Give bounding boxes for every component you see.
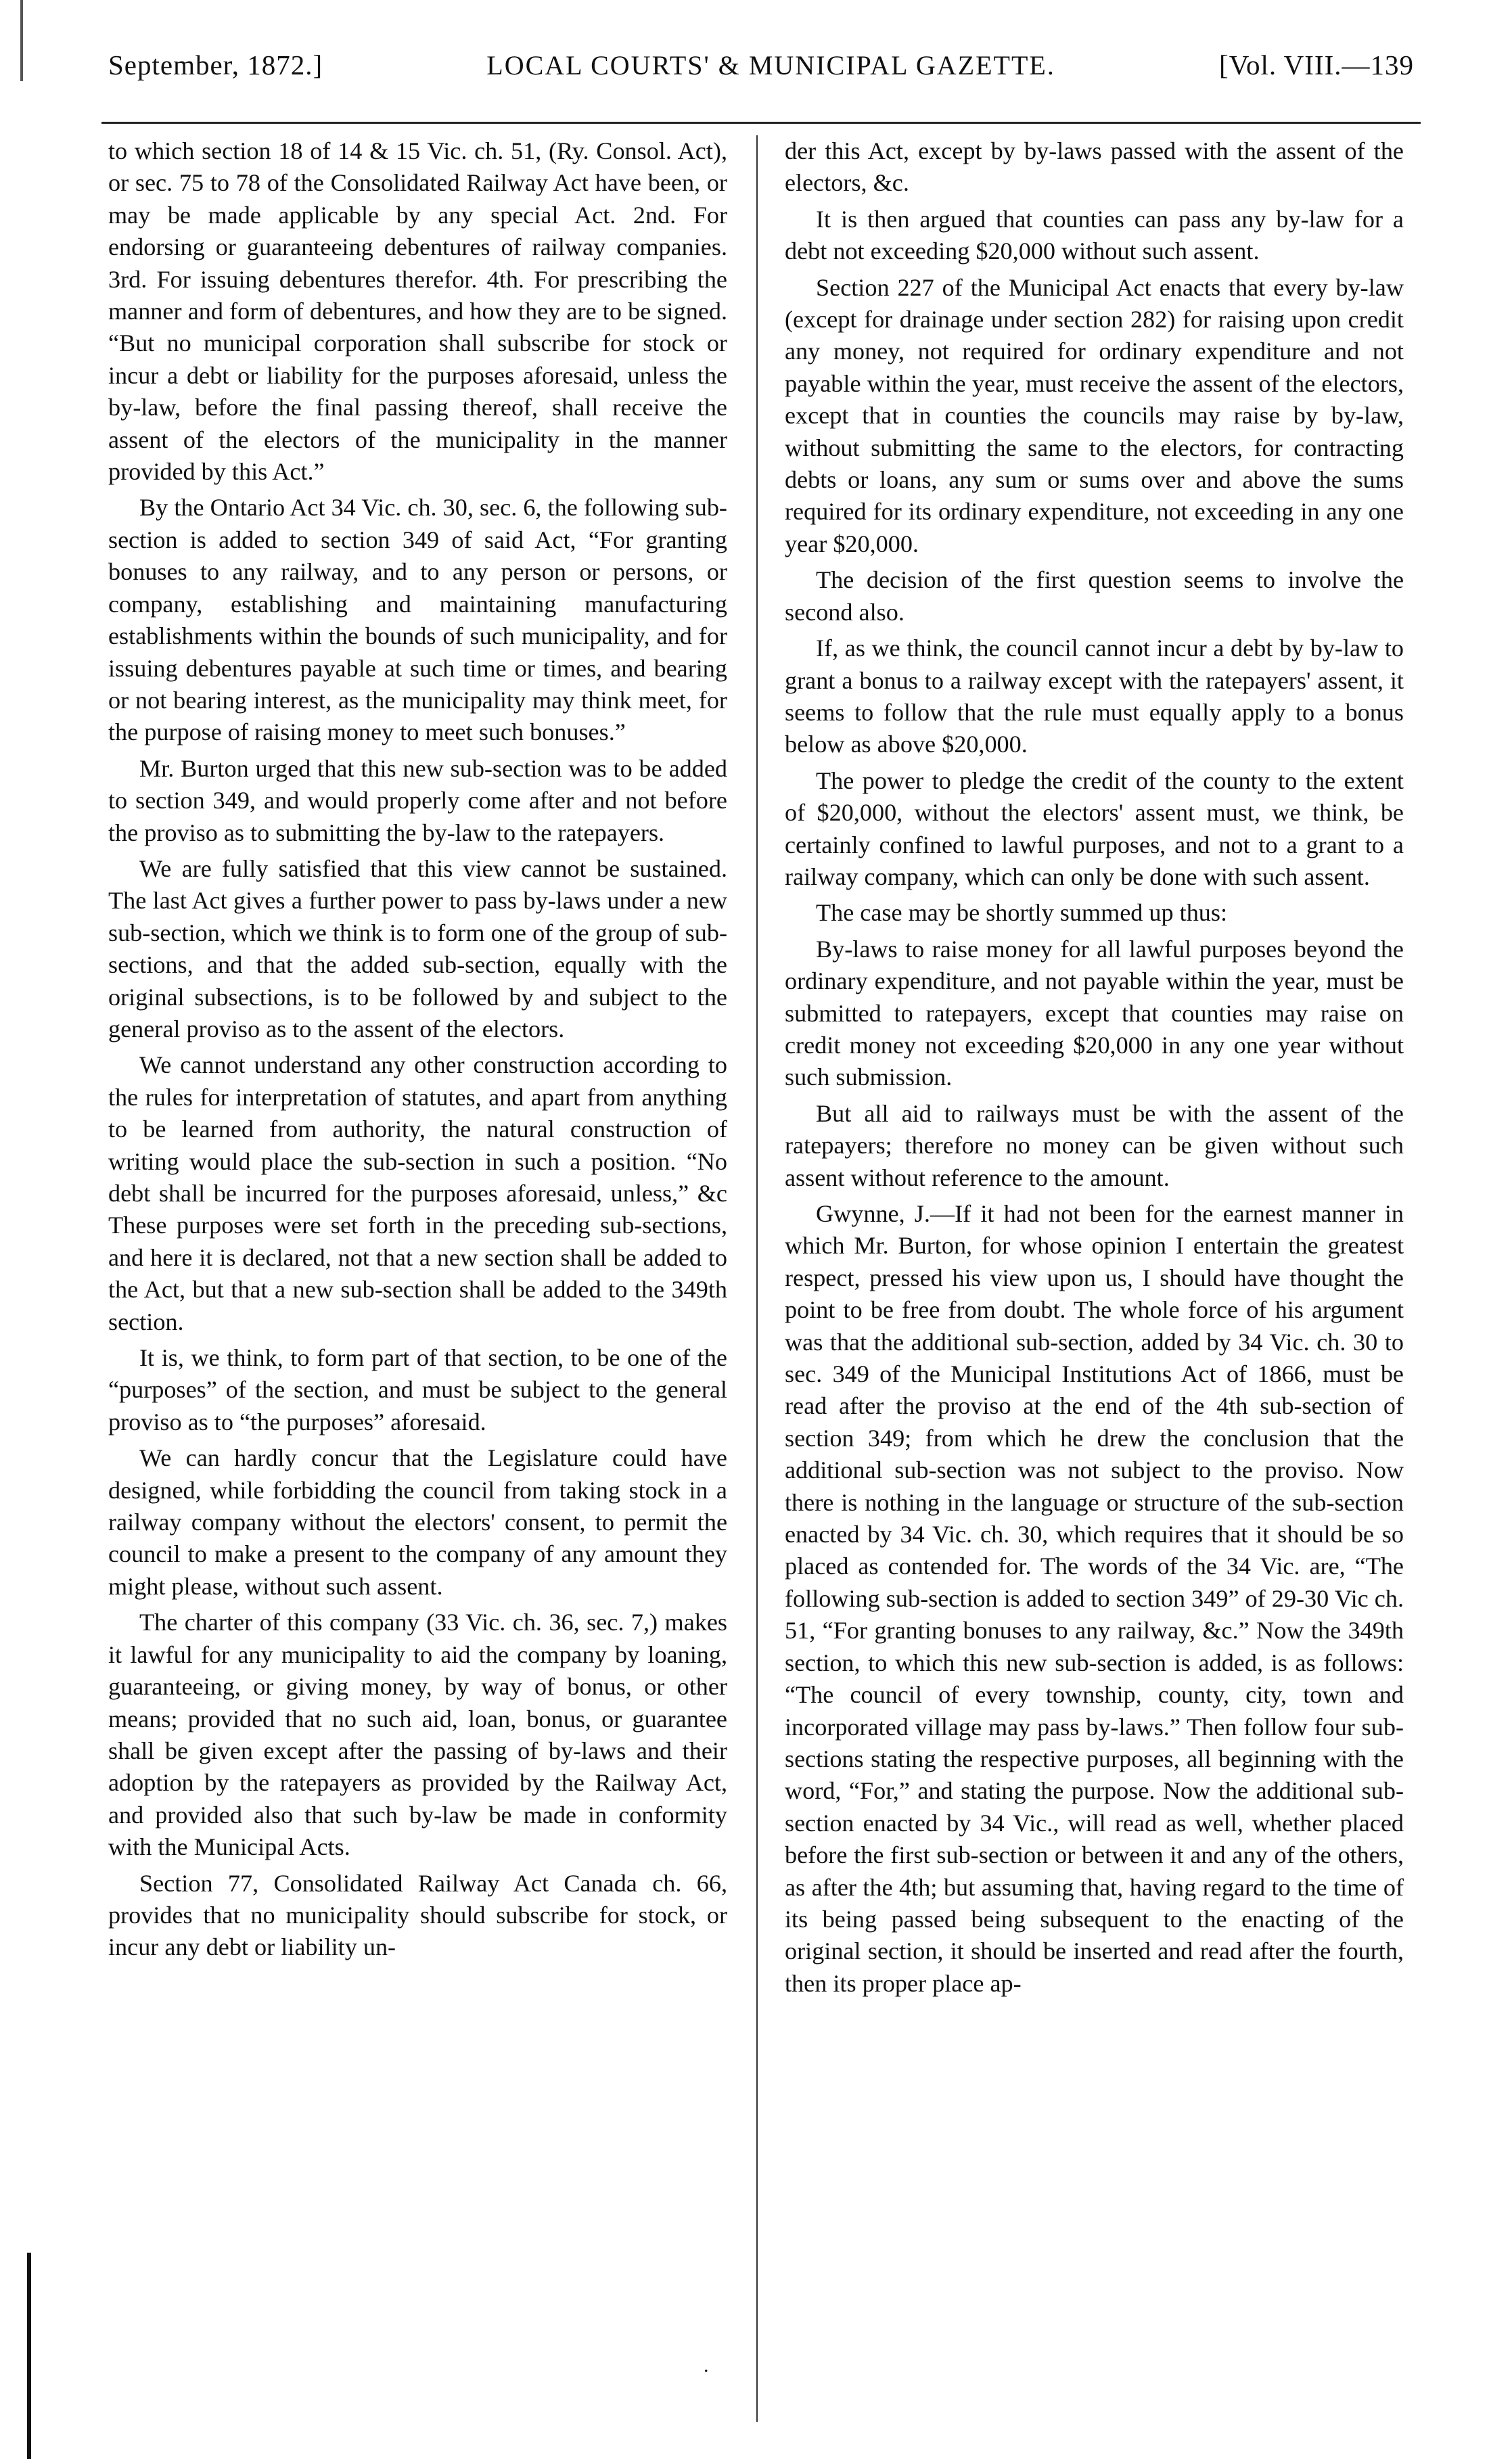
right-paragraph-8: By-laws to raise money for all lawful purposes beyond the ordinary expenditure, and not payable within the year, must be submitted to ratepayers, except that counties may raise on credit money not exceeding $20,000 in any one year without such submission. <box>785 935 1404 1091</box>
left-paragraph-4: We are fully satisfied that this view cannot be sustained. The last Act gives a further power to pass by-laws under a new sub-section, which we think is to form one of the group of sub-sections, and that the added sub-section, equally with the original subsections, is to be followed by and subject to the general proviso as to the assent of the electors. <box>108 854 727 1042</box>
right-paragraph-7: The case may be shortly summed up thus: <box>816 899 1228 927</box>
header-volume-page: [Vol. VIII.—139 <box>1219 49 1414 81</box>
left-paragraph-8: The charter of this company (33 Vic. ch. 36, sec. 7,) makes it lawful for any municipality to aid the company by loaning, guaranteeing, or giving money, by way of bonus, or other means; provided that no such aid, loan, bonus, or guarantee shall be given except after the passing of by-laws and their adoption by the ratepayers as provided by the Railway Act, and provided also that such by-law be made in conformity with the Municipal Acts. <box>108 1609 727 1861</box>
right-paragraph-10-gwynne-opinion: Gwynne, J.—If it had not been for the earnest manner in which Mr. Burton, for whose opinion I entertain the greatest respect, pressed his view upon us, I should have thought the point to be free from doubt. The whole force of his argument was that the additional sub-section, added by 34 Vic. ch. 30 to sec. 349 of the Municipal Institutions Act of 1866, must be read after the proviso at the end of the 4th sub-section of section 349; from which he drew the conclusion that the additional sub-section was not subject to the proviso. Now there is nothing in the language or structure of the sub-section enacted by 34 Vic. ch. 30, which requires that it should be so placed as contended for. The words of the 34 Vic. are, “The following sub-section is added to section 349” of 29-30 Vic ch. 51, “For granting bonuses to any railway, &c.” Now the 349th section, to which this new sub-section is added, is as follows: “The council of every township, county, city, town and incorporated village may pass by-laws.” Then follow four sub-sections stating the respective purposes, all beginning with the word, “For,” and stating the purpose. Now the additional sub-section enacted by 34 Vic., will read as well, whether placed before the first sub-section or between it and any of the others, as after the 4th; but assuming that, having regard to the time of its being passed being subsequent to the enacting of the original section, it should be inserted and read after the fourth, then its proper place ap- <box>785 1200 1404 1997</box>
left-column <box>108 135 727 2435</box>
left-paragraph-7: We can hardly concur that the Legislature could have designed, while forbidding the council from taking stock in a railway company without the electors' consent, to permit the council to make a present to the company of any amount they might please, without such assent. <box>108 1444 727 1600</box>
footer-dot: . <box>704 2354 709 2376</box>
right-paragraph-2: It is then argued that counties can pass any by-law for a debt not exceeding $20,000 without such assent. <box>785 205 1404 265</box>
scan-edge-line <box>20 0 23 81</box>
right-paragraph-3: Section 227 of the Municipal Act enacts that every by-law (except for drainage under section 282) for raising upon credit any money, not required for ordinary expenditure and not payable within the year, must receive the assent of the electors, except that in counties the councils may raise by by-law, without submitting the same to the electors, for contracting debts or loans, any sum or sums over and above the sums required for its ordinary expenditure, not exceeding in any one year $20,000. <box>785 273 1404 557</box>
left-paragraph-9: Section 77, Consolidated Railway Act Canada ch. 66, provides that no municipality should subscribe for stock, or incur any debt or liability un- <box>108 1869 727 1961</box>
left-paragraph-1: to which section 18 of 14 & 15 Vic. ch. 51, (Ry. Consol. Act), or sec. 75 to 78 of the Consolidated Railway Act have been, or may be made applicable by any special Act. 2nd. For endorsing or guaranteeing debentures of railway companies. 3rd. For issuing debentures therefor. 4th. For prescribing the manner and form of debentures, and how they are to be signed. “But no municipal corporation shall subscribe for stock or incur a debt or liability for the purposes aforesaid, unless the by-law, before the final passing thereof, shall receive the assent of the electors of the municipality in the manner provided by this Act.” <box>108 137 727 486</box>
masthead-title: LOCAL COURTS' & MUNICIPAL GAZETTE. <box>486 50 1055 81</box>
header-date: September, 1872.] <box>108 49 323 81</box>
right-column <box>785 135 1404 2435</box>
column-divider <box>756 135 758 2422</box>
left-paragraph-3: Mr. Burton urged that this new sub-section was to be added to section 349, and would properly come after and not before the proviso as to submitting the by-law to the ratepayers. <box>108 754 727 846</box>
header-rule <box>101 122 1421 124</box>
left-paragraph-2: By the Ontario Act 34 Vic. ch. 30, sec. 6, the following sub-section is added to section 349 of said Act, “For granting bonuses to any railway, and to any person or persons, or company, establishing and maintaining manufacturing establishments within the bounds of such municipality, and for issuing debentures payable at such time or times, and bearing or not bearing interest, as the municipality may think meet, for the purpose of raising money to meet such bonuses.” <box>108 494 727 746</box>
right-paragraph-5: If, as we think, the council cannot incur a debt by by-law to grant a bonus to a railway except with the ratepayers' assent, it seems to follow that the rule must equally apply to a bonus below as above $20,000. <box>785 635 1404 758</box>
right-paragraph-4: The decision of the first question seems to involve the second also. <box>785 566 1404 626</box>
scan-binding-mark <box>27 2253 31 2459</box>
page-header <box>108 49 1414 96</box>
right-paragraph-6: The power to pledge the credit of the county to the extent of $20,000, without the electors' assent must, we think, be certainly confined to lawful purposes, and not to a grant to a railway company, which can only be done with such assent. <box>785 766 1404 890</box>
left-paragraph-6: It is, we think, to form part of that section, to be one of the “purposes” of the section, and must be subject to the general proviso as to “the purposes” aforesaid. <box>108 1344 727 1435</box>
right-paragraph-1: der this Act, except by by-laws passed with the assent of the electors, &c. <box>785 137 1404 197</box>
left-paragraph-5: We cannot understand any other construction according to the rules for interpretation of statutes, and apart from anything to be learned from authority, the natural construction of writing would place the sub-section in such a position. “No debt shall be incurred for the purposes aforesaid, unless,” &c These purposes were set forth in the preceding sub-sections, and here it is declared, not that a new section shall be added to the Act, but that a new sub-section shall be added to the 349th section. <box>108 1051 727 1335</box>
right-paragraph-9: But all aid to railways must be with the assent of the ratepayers; therefore no money can be given without such assent without reference to the amount. <box>785 1099 1404 1191</box>
